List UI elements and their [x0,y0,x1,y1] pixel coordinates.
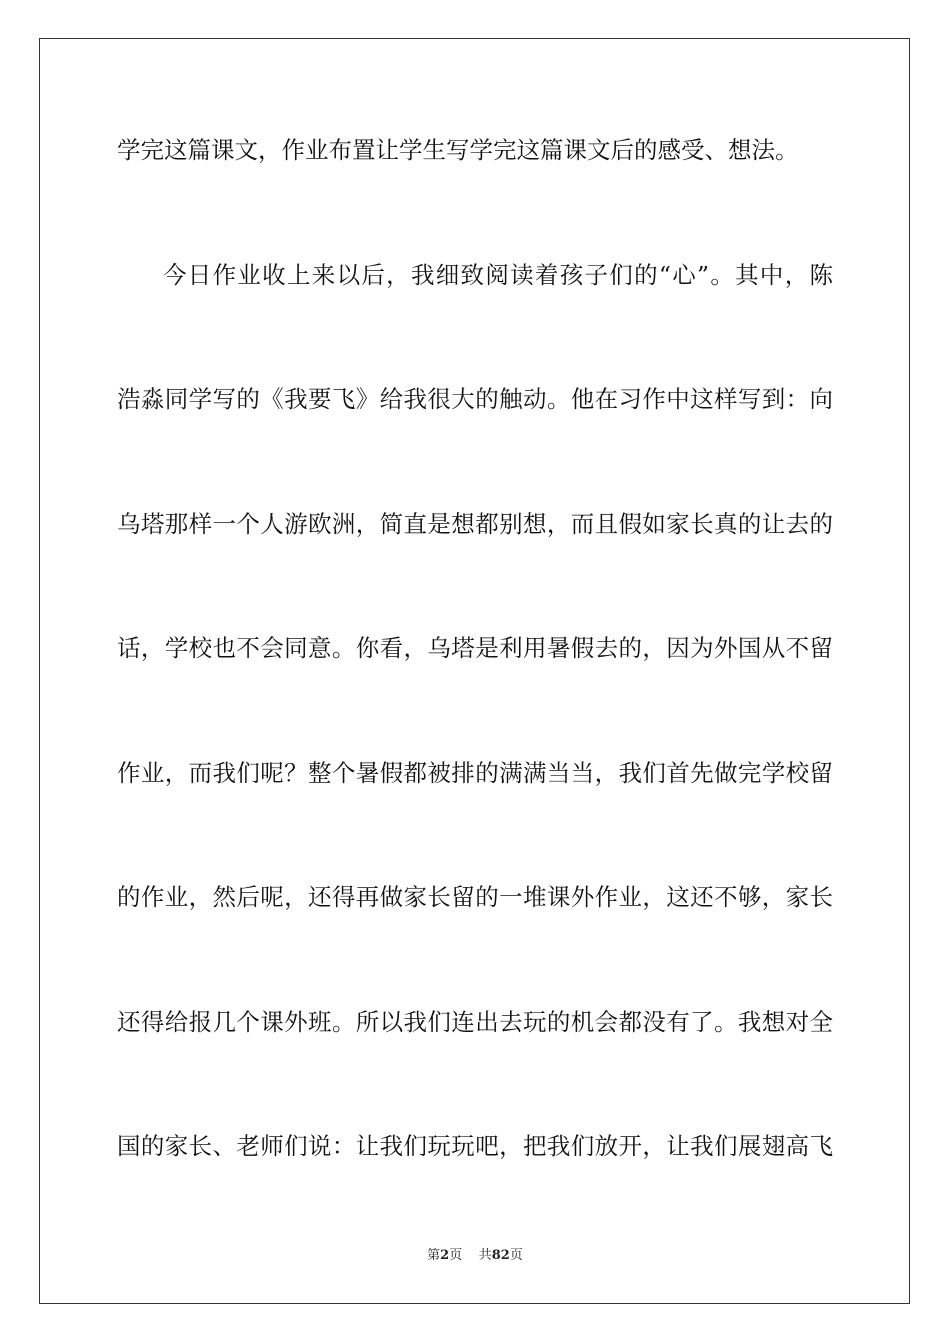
page-border [39,38,910,1304]
paragraph-line: 浩淼同学写的《我要飞》给我很大的触动。他在习作中这样写到：向 [117,385,833,413]
paragraph-line: 乌塔那样一个人游欧洲，简直是想都别想，而且假如家长真的让去的 [117,510,833,538]
paragraph-line: 话，学校也不会同意。你看，乌塔是利用暑假去的，因为外国从不留 [117,634,833,662]
paragraph-line: 还得给报几个课外班。所以我们连出去玩的机会都没有了。我想对全 [117,1008,833,1036]
page-footer [0,1247,950,1265]
total-prefix: 共 [478,1248,492,1263]
page-prefix: 第 [427,1248,441,1263]
page-number: 2 [440,1248,450,1263]
paragraph-line: 的作业，然后呢，还得再做家长留的一堆课外作业，这还不够，家长 [117,883,833,911]
total-pages: 82 [491,1248,510,1263]
total-suffix: 页 [509,1248,523,1263]
page-suffix: 页 [449,1248,463,1263]
paragraph-line: 作业，而我们呢？整个暑假都被排的满满当当，我们首先做完学校留 [117,759,833,787]
paragraph-line: 国的家长、老师们说：让我们玩玩吧，把我们放开，让我们展翅高飞 [117,1132,833,1160]
paragraph-line: 今日作业收上来以后，我细致阅读着孩子们的“心”。其中，陈 [163,261,833,289]
paragraph-line: 学完这篇课文，作业布置让学生写学完这篇课文后的感受、想法。 [117,136,799,164]
